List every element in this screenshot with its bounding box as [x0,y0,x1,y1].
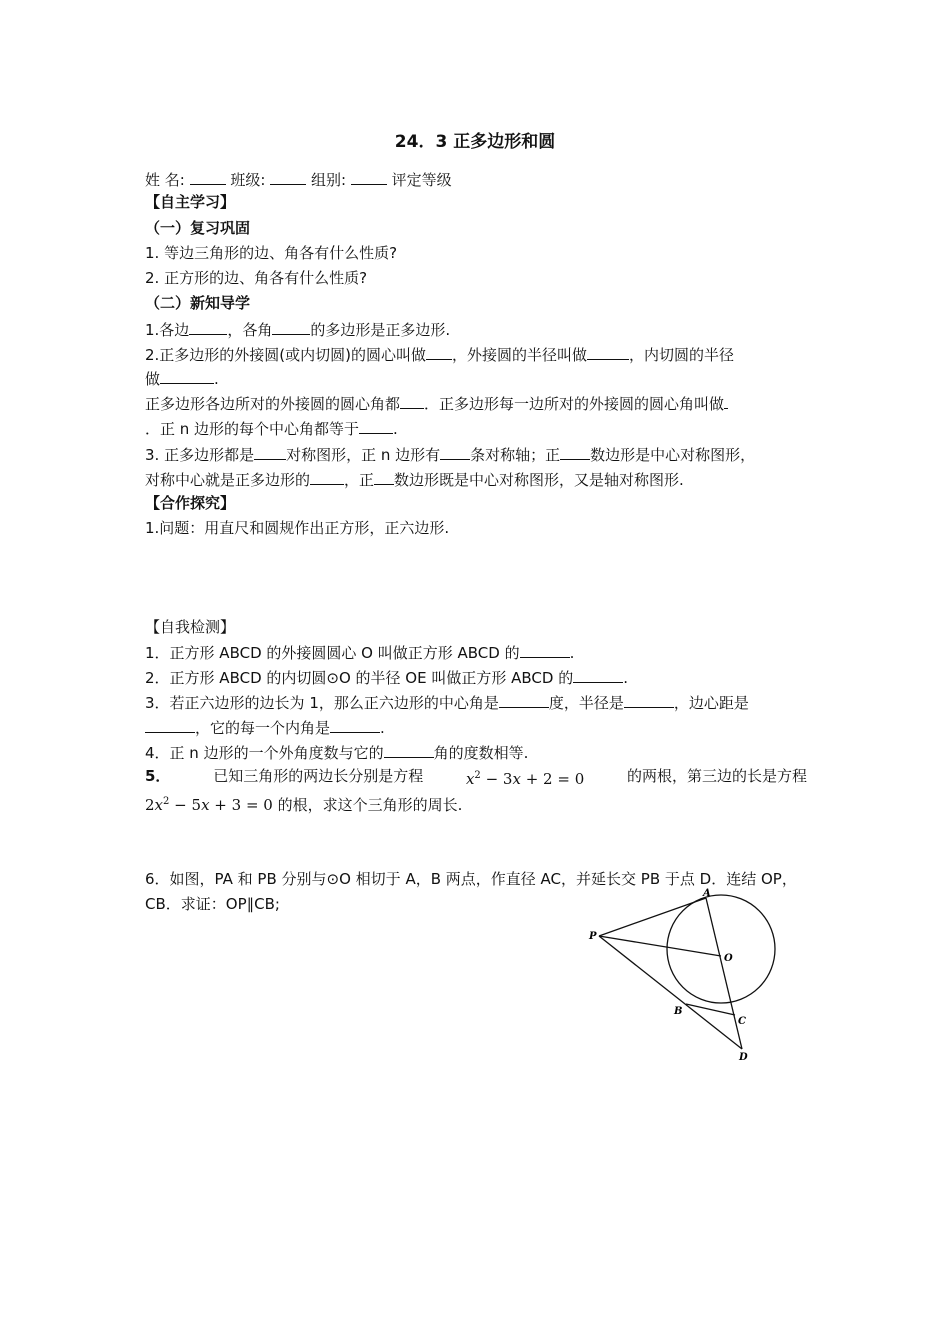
equation-1: $x^2 - 3x + 2 = 0$ [465,770,585,788]
geometry-figure [585,888,795,1066]
check-question-2 [145,666,628,688]
line-po [599,936,721,956]
nk-l3-blank[interactable] [160,367,214,384]
nk-l7-text-c: 数边形既是中心对称图形，又是轴对称图形. [394,471,684,489]
label-o: O [724,953,733,964]
nk-line-1 [145,318,450,340]
coop-heading: 【合作探究】 [145,494,236,512]
nk-line-3 [145,367,219,389]
nk-l4-text-a: 正多边形各边所对的外接圆的圆心角都 [145,395,401,413]
label-b: B [674,1006,683,1017]
nk-l5-text-a: ．正 n 边形的每个中心角都等于 [145,420,360,438]
line-pd [599,936,742,1049]
nk-l1-blank-1[interactable] [189,318,227,335]
nk-l1-text-b: ，各角 [227,321,273,339]
nk-l3-text-a: 做 [145,370,161,388]
check-q3-text-e: . [380,719,385,737]
check-q3-text-c: ，边心距是 [673,694,749,712]
nk-l6-text-a: 3. 正多边形都是 [145,446,255,464]
circle-o [667,895,775,1003]
nk-l7-blank-1[interactable] [310,468,344,485]
class-label: 班级: [230,171,266,189]
nk-l6-blank-2[interactable] [440,443,470,460]
check-q4-text-b: 角的度数相等. [433,744,529,762]
check-q2-blank[interactable] [573,666,623,683]
nk-l7-text-b: ，正 [344,471,375,489]
nk-l7-text-a: 对称中心就是正多边形的 [145,471,311,489]
nk-line-4 [145,392,728,414]
check-q5-number: 5． [145,767,171,785]
check-q3-blank-2[interactable] [624,691,674,708]
group-blank[interactable] [351,168,387,185]
nk-l2-blank-1[interactable] [426,343,452,360]
nk-l6-text-d: 数边形是中心对称图形， [590,446,756,464]
nk-line-2 [145,343,734,365]
check-q3-blank-4[interactable] [330,716,380,733]
check-q1-text-b: . [569,644,575,662]
check-q2-text-a: 2．正方形 ABCD 的内切圆⊙O 的半径 OE 叫做正方形 ABCD 的 [145,669,574,687]
nk-l2-text-b: ，外接圆的半径叫做 [452,346,588,364]
new-knowledge-heading: （二）新知导学 [145,294,251,312]
check-question-5 [145,766,807,789]
self-check-heading: 【自我检测】 [145,618,236,636]
check-q4-blank[interactable] [384,741,434,758]
check-q3-text-a: 3．若正六边形的边长为 1，那么正六边形的中心角是 [145,694,499,712]
nk-l1-text-a: 1.各边 [145,321,190,339]
check-question-3-cont [145,716,385,738]
check-question-4 [145,741,528,763]
coop-question-1: 1.问题：用直尺和圆规作出正方形，正六边形. [145,519,450,537]
line-ad [706,898,742,1049]
nk-l6-blank-3[interactable] [560,443,590,460]
label-a: A [703,888,711,899]
nk-l2-text-c: ，内切圆的半径 [629,346,735,364]
label-c: C [738,1016,746,1027]
page-title: 24．3 正多边形和圆 [394,132,556,152]
label-d: D [739,1052,748,1063]
nk-line-5 [145,417,398,439]
check-question-6: 6．如图，PA 和 PB 分别与⊙O 相切于 A，B 两点，作直径 AC，并延长交 PB 于点 D．连结 OP， [145,870,797,888]
check-q2-text-b: . [623,669,628,687]
check-q3-blank-3[interactable] [145,716,195,733]
nk-l2-text-a: 2.正多边形的外接圆(或内切圆)的圆心叫做 [145,346,427,364]
class-blank[interactable] [270,168,306,185]
nk-l6-blank-1[interactable] [254,443,286,460]
review-question-1: 1. 等边三角形的边、角各有什么性质? [145,244,398,262]
check-q1-text-a: 1．正方形 ABCD 的外接圆圆心 O 叫做正方形 ABCD 的 [145,644,520,662]
nk-l3-text-b: . [214,370,219,388]
group-label: 组别: [311,171,347,189]
check-q3-text-d: ，它的每一个内角是 [195,719,331,737]
check-q1-blank[interactable] [520,641,570,658]
nk-l1-blank-2[interactable] [272,318,310,335]
nk-l4-blank-2[interactable] [724,392,728,409]
nk-l7-blank-2[interactable] [374,468,394,485]
check-question-6-cont: CB．求证：OP∥CB; [145,895,280,913]
self-study-heading: 【自主学习】 [145,193,236,211]
review-heading: （一）复习巩固 [145,219,251,237]
nk-l4-blank-1[interactable] [400,392,424,409]
check-q4-text-a: 4．正 n 边形的一个外角度数与它的 [145,744,384,762]
check-q5-mid: 的两根，第三边的长是方程 [626,767,807,785]
check-q3-text-b: 度，半径是 [548,694,624,712]
nk-l5-blank[interactable] [359,417,393,434]
nk-line-6 [145,443,755,465]
name-blank[interactable] [190,168,226,185]
check-question-5-cont [145,792,462,815]
nk-l6-text-b: 对称图形，正 n 边形有 [286,446,441,464]
check-q3-blank-1[interactable] [499,691,549,708]
line-cb [686,1004,735,1015]
check-q5-end: 的根，求这个三角形的周长. [277,796,463,814]
label-p: P [589,931,597,942]
grade-label: 评定等级 [391,171,452,189]
nk-l5-text-b: . [393,420,398,438]
nk-l2-blank-2[interactable] [587,343,629,360]
check-question-1 [145,641,574,663]
nk-l4-text-b: ．正多边形每一边所对的外接圆的圆心角叫做 [424,395,725,413]
line-pa [599,898,706,936]
equation-2: $2x^2 - 5x + 3 = 0$ [145,796,273,814]
review-question-2: 2. 正方形的边、角各有什么性质? [145,269,368,287]
name-label: 姓 名: [145,171,185,189]
check-question-3 [145,691,749,713]
student-info-line [145,168,452,190]
nk-line-7 [145,468,684,490]
nk-l6-text-c: 条对称轴；正 [470,446,561,464]
check-q5-text: 已知三角形的两边长分别是方程 [213,767,424,785]
nk-l1-text-c: 的多边形是正多边形. [310,321,451,339]
